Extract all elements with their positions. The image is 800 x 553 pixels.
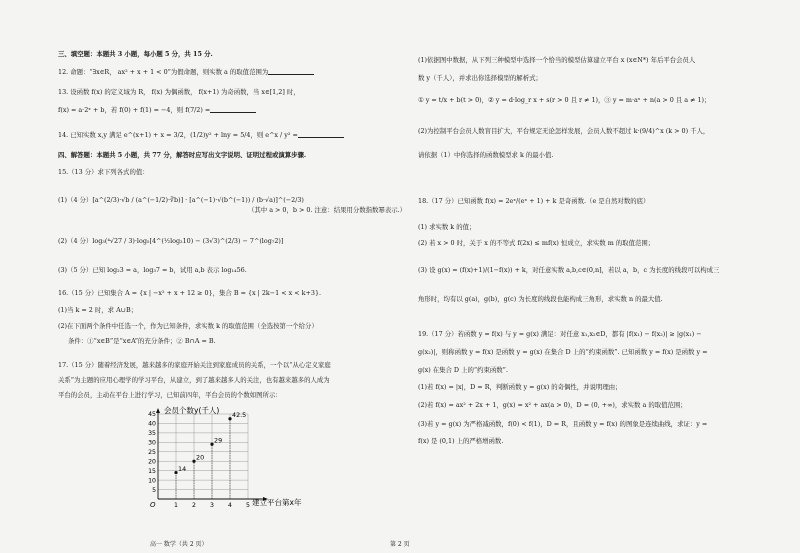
data-point-label: 20 [196,453,205,462]
right-footer: 第 2 页 [390,541,410,548]
section4-title: 四、解答题：本题共 5 小题，共 77 分，解答时应写出文字说明、证明过程或演算步骤. [58,151,307,159]
data-point-label: 42.5 [232,411,247,420]
y-tick-label: 45 [148,411,156,419]
y-tick-label: 30 [148,439,156,447]
answer-blank [268,68,314,75]
question-13-cont: f(x) = a·2ˣ + b，若 f(0) + f(1) = −4，则 f(7/2) = [58,106,383,115]
x-tick-label: 5 [246,502,250,509]
question-18-part3-cont: 角形时，均有以 g(a)，g(b)，g(c) 为长度的线段也能构成三角形，求实数 n 的最大值. [418,295,663,303]
origin-label: O [150,501,156,509]
x-tick-label: 1 [174,502,178,509]
section3-title: 三、填空题：本题共 3 小题，每小题 5 分，共 15 分. [58,50,213,58]
question-16-part2: (2)在下面两个条件中任选一个，作为已知条件，求实数 k 的取值范围（全选按第一个给分） [58,322,318,330]
x-tick-label: 2 [192,502,196,509]
question-18-part2: (2) 若 x > 0 时，关于 x 的不等式 f(2x) ≤ mf(x) 恒成立，求实数 m 的取值范围； [418,239,655,247]
question-18-part1: (1) 求实数 k 的值； [418,223,476,231]
question-19-line2: g(x₂)|，则称函数 y = f(x) 是函数 y = g(x) 在集合 D 上的“约束函数”. 已知函数 y = f(x) 是函数 y = [418,348,708,356]
x-axis-label: 建立平台第x年 [252,498,302,507]
question-19-line3: g(x) 在集合 D 上的“约束函数”. [418,366,508,374]
question-16-part1: (1)当 k = 2 时，求 A∪B； [58,306,138,314]
member-count-chart [140,404,315,514]
question-13: 13. 设函数 f(x) 的定义域为 R， f(x) 为偶函数， f(x+1) 为奇函数，当 x∈[1,2] 时， [58,88,300,96]
y-axis-arrow-icon [156,408,160,413]
x-tick-label: 3 [210,502,214,509]
question-19-part3: (3)若 y = g(x) 为严格减函数，f(0) < f(1)，D = R，且函数 y = f(x) 的图象是连续曲线，求证：y = [418,420,708,428]
y-tick-label: 25 [148,448,156,456]
chart-title: 会员个数y(千人) [164,406,220,415]
question-15-part1-note: （其中 a > 0，b > 0. 注意：结果用分数指数幂表示.） [248,206,407,214]
data-point-label: 14 [178,465,187,474]
question-17-part2: (2)为控制平台会员人数盲目扩大，平台规定无论怎样发展，会员人数不超过 k·(9/4)^x (k > 0) 千人， [418,127,710,135]
question-17: 17.（15 分）随着经济发展，越来越多的家庭开始关注到家庭成员的关系，一个以“从心定义家庭 [58,361,331,369]
question-19-part2: (2)若 f(x) = ax² + 2x + 1，g(x) = x² + ax(a > 0)，D = (0, +∞)，求实数 a 的取值范围； [418,401,687,409]
question-17-models: ① y = t/x + b(t > 0)，② y = d·log_r x + s(r > 0 且 r ≠ 1)，③ y = m·aˣ + n(a > 0 且 a ≠ 1)； [418,96,711,104]
question-16: 16.（15 分）已知集合 A = {x | −x² + x + 12 ≥ 0}，集合 B = {x | 2k−1 < x < k+3}. [58,289,322,297]
y-tick-label: 10 [148,477,156,485]
answer-blank [210,106,256,113]
question-17-line2: 关系”为主题的应用心理学的学习平台，从建立，到了越来越多人的关注，也有越来越多的人成为 [58,376,330,384]
question-18: 18.（17 分）已知函数 f(x) = 2eˣ/(eˣ + 1) + k 是奇函数.（e 是自然对数的底） [418,197,650,205]
answer-blank [298,131,344,138]
question-15-part3: (3)（5 分）已知 log₂3 = a，log₃7 = b，试用 a,b 表示 log₁₄56. [58,266,247,274]
question-19: 19.（17 分）若函数 y = f(x) 与 y = g(x) 满足：对任意 x₁,x₂∈D，都有 |f(x₁) − f(x₂)| ≥ |g(x₁) − [418,330,702,338]
question-14: 14. 已知实数 x,y 满足 e^(x+1) + x = 3/2，(1/2)y² + lny = 5/4，则 e^x / y² = [58,131,383,140]
question-17-part1-cont: 数 y（千人），并求出你选择模型的解析式； [418,74,542,82]
question-17-part1: (1)依据图中数据，从下列三种模型中选择一个恰当的模型估算建立平台 x (x∈N*) 年后平台会员人 [418,56,696,64]
question-17-part2-cont: 请依据（1）中你选择的函数模型求 k 的最小值. [418,151,554,159]
question-19-part1: (1)若 f(x) = |x|，D = R，判断函数 y = g(x) 的奇偶性，并说明理由； [418,383,622,391]
question-19-part3-cont: f(x) 是 (0,1) 上的严格增函数. [418,437,504,445]
question-16-conditions: 条件：①“x∈B”是“x∈A”的充分条件；② B∩A = B. [68,337,216,345]
y-tick-label: 40 [148,420,156,428]
y-tick-label: 20 [148,458,156,466]
question-18-part3: (3) 设 g(x) = (f(x)+1)/(1−f(x)) + k，对任意实数 a,b,c∈(0,n]，若以 a，b，c 为长度的线段可以构成三 [418,266,720,274]
left-footer: 高一 数学（共 2 页） [150,541,208,548]
question-15-part2: (2)（4 分）log₃(⁴√27 / 3)·log₅[4^(½log₂10) − (3√3)^(2/3) − 7^(log₇2)] [58,237,284,245]
x-tick-label: 4 [228,502,232,509]
question-15-part1: (1)（4 分）[a^(2/3)·√b / (a^(−1/2)·∛b)] · [a^(−1)·√(b^(−1)) / (b·√a)]^(−2/3) [58,196,304,204]
question-17-line3: 平台的会员，主动在平台上进行学习，已知前四年，平台会员的个数如图所示： [58,391,282,399]
data-point-label: 29 [214,436,223,445]
y-tick-label: 15 [148,467,156,475]
question-12: 12. 命题：“∃x∈R， ax² + x + 1 < 0”为假命题，则实数 a 的取值范围为 [58,68,383,77]
y-tick-label: 35 [148,430,156,438]
y-tick-label: 5 [152,486,156,494]
question-15: 15.（13 分）求下列各式的值： [58,168,149,176]
